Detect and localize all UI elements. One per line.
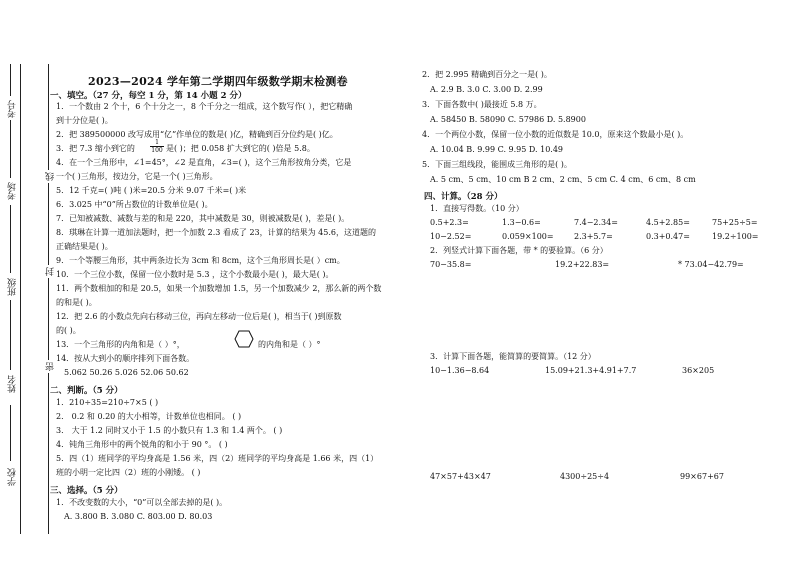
s1-line: 的内角和是（ ）° bbox=[258, 340, 321, 349]
s1-line: 3．把 7.3 缩小到它的 bbox=[56, 144, 135, 153]
simplify-calc: 47×57+43×47 bbox=[430, 472, 491, 481]
s1-line: 的和是( )。 bbox=[56, 298, 97, 307]
r-s3-line: 5．下面三组线段，能围成三角形的是( )。 bbox=[422, 160, 572, 169]
s3-line: 1．不改变数的大小，“0”可以全部去掉的是( )。 bbox=[56, 498, 228, 507]
s3-options: A. 3.800 B. 3.080 C. 803.00 D. 80.03 bbox=[64, 512, 213, 521]
s4-q3: 3．计算下面各题，能简算的要简算。（12 分） bbox=[430, 352, 596, 361]
s1-line: 14．按从大到小的顺序排列下面各数。 bbox=[56, 354, 195, 363]
s2-line: 班的小明一定比四（2）班的小刚矮。 ( ) bbox=[56, 468, 201, 477]
section-2-heading: 二、判断。（5 分） bbox=[50, 386, 123, 396]
exam-no-blank bbox=[10, 64, 11, 96]
s1-line: 6．3.025 中“0”所占数位的计数单位是( )。 bbox=[56, 200, 213, 209]
r-s3-options: A. 58450 B. 58090 C. 57986 D. 5.8900 bbox=[430, 115, 586, 124]
oral-calc: 4.5+2.85= bbox=[646, 218, 690, 227]
s1-line: 是( )；把 0.058 扩大到它的( )倍是 5.8。 bbox=[166, 144, 315, 153]
section-1-heading: 一、填空。（27 分，每空 1 分，第 14 小题 2 分） bbox=[50, 91, 247, 101]
r-s3-options: A. 2.9 B. 3.0 C. 3.00 D. 2.99 bbox=[430, 85, 543, 94]
s1-line: 13．一个三角形的内角和是（ ）°， bbox=[56, 340, 185, 349]
binding-line bbox=[20, 64, 21, 534]
vertical-calc: 70−35.8= bbox=[430, 260, 472, 269]
exam-no-label: 考号 bbox=[8, 100, 18, 118]
s4-q1: 1．直接写得数。（10 分） bbox=[430, 204, 524, 213]
oral-calc: 75+25÷5= bbox=[712, 218, 758, 227]
s1-line: 11．两个数相加的和是 20.5，如果一个加数增加 1.5，另一个加数减少 2，那么新的两个数 bbox=[56, 284, 382, 293]
seal-mark-mi: 密 bbox=[46, 362, 56, 371]
r-s3-line: 2．把 2.995 精确到百分之一是( )。 bbox=[422, 70, 552, 79]
school-label: 学校 bbox=[8, 468, 18, 486]
s2-line: 2． 0.2 和 0.20 的大小相等，计数单位也相同。 ( ) bbox=[56, 412, 242, 421]
hexagon-shape bbox=[234, 330, 254, 348]
section-4-heading: 四、计算。（28 分） bbox=[424, 192, 503, 202]
s4-q2: 2．列竖式计算下面各题，带 * 的要验算。（6 分） bbox=[430, 246, 608, 255]
s1-line: 到十分位是( )。 bbox=[56, 116, 113, 125]
s1-line: 5．12 千克=( )吨 ( )米=20.5 分米 9.07 千米=( )米 bbox=[56, 186, 247, 195]
simplify-calc: 36×205 bbox=[682, 366, 715, 375]
exam-room-label: 考场 bbox=[8, 182, 18, 200]
oral-calc: 0.5+2.3= bbox=[430, 218, 469, 227]
s2-line: 3． 大于 1.2 同时又小于 1.5 的小数只有 1.3 和 1.4 两个。 ( ) bbox=[56, 426, 283, 435]
school-blank bbox=[10, 405, 11, 461]
seal-line bbox=[48, 64, 49, 534]
seal-mark-xian: 线 bbox=[46, 172, 56, 181]
class-label: 班级 bbox=[8, 278, 18, 296]
oral-calc: 7.4−2.34= bbox=[574, 218, 618, 227]
oral-calc: 10−2.52= bbox=[430, 232, 472, 241]
s2-line: 1．210÷35=210÷7×5 ( ) bbox=[56, 398, 159, 407]
s1-line: 一个( )三角形，按边分，它是一个( )三角形。 bbox=[56, 172, 218, 181]
s1-line: 4．在一个三角形中，∠1=45°，∠2 是直角，∠3=( )，这个三角形按角分类，它是 bbox=[56, 158, 352, 167]
s1-line: 1．一个数由 2 个十，6 个十分之一，8 个千分之一组成，这个数写作( ），把它精确 bbox=[56, 102, 353, 111]
fraction-denominator: 100 bbox=[151, 147, 163, 154]
s1-line: 12．把 2.6 的小数点先向右移动三位，再向左移动一位后是( )，相当于( )到原数 bbox=[56, 312, 342, 321]
simplify-calc: 10−1.36−8.64 bbox=[430, 366, 490, 375]
oral-calc: 0.3+0.47= bbox=[646, 232, 690, 241]
name-blank bbox=[10, 300, 11, 370]
oral-calc: 19.2÷100= bbox=[712, 232, 759, 241]
s1-line: 的( )。 bbox=[56, 326, 81, 335]
oral-calc: 0.059×100= bbox=[502, 232, 554, 241]
page-title: 2023—2024 学年第二学期四年级数学期末检测卷 bbox=[88, 75, 348, 88]
vertical-calc: 19.2+22.83= bbox=[555, 260, 610, 269]
simplify-calc: 99×67+67 bbox=[680, 472, 724, 481]
s2-line: 5．四（1）班同学的平均身高是 1.56 米，四（2）班同学的平均身高是 1.66 米，四（1） bbox=[56, 454, 379, 463]
vertical-calc: * 73.04−42.79= bbox=[678, 260, 744, 269]
class-blank bbox=[10, 205, 11, 273]
s1-line: 8．琪琳在计算一道加法题时，把一个加数 2.3 看成了 23，计算的结果为 45.6，这道题的 bbox=[56, 228, 376, 237]
s1-line: 9．一个等腰三角形，其中两条边长为 3cm 和 8cm，这个三角形周长是( ）cm。 bbox=[56, 256, 345, 265]
fraction bbox=[150, 139, 164, 154]
section-3-heading: 三、选择。（5 分） bbox=[50, 486, 123, 496]
s1-line: 7．已知被减数、减数与差的和是 220，其中减数是 30，则被减数是( )，差是( )。 bbox=[56, 214, 350, 223]
simplify-calc: 15.09+21.3+4.91+7.7 bbox=[545, 366, 637, 375]
s1-line: 10．一个三位小数，保留一位小数时是 5.3 ，这个小数最小是( )，最大是( )。 bbox=[56, 270, 334, 279]
name-label: 姓名 bbox=[8, 375, 18, 393]
s2-line: 4．钝角三角形中的两个锐角的和小于 90 °。 ( ) bbox=[56, 440, 228, 449]
exam-room-blank bbox=[10, 120, 11, 178]
r-s3-line: 3．下面各数中( )最接近 5.8 万。 bbox=[422, 100, 542, 109]
r-s3-options: A. 10.04 B. 9.99 C. 9.95 D. 10.49 bbox=[430, 145, 564, 154]
oral-calc: 2.3+5.7= bbox=[574, 232, 613, 241]
s1-numbers: 5.062 50.26 5.026 52.06 50.62 bbox=[64, 368, 189, 377]
simplify-calc: 4300÷25÷4 bbox=[560, 472, 610, 481]
fraction-numerator: 1 bbox=[155, 139, 159, 146]
oral-calc: 1.3−0.6= bbox=[502, 218, 541, 227]
s1-line: 2．把 389500000 改写成用“亿”作单位的数是( )亿，精确到百分位约是( )亿。 bbox=[56, 130, 338, 139]
r-s3-options: A. 5 cm、5 cm、10 cm B 2 cm、2 cm、5 cm C. 4 cm、6 cm、8 cm bbox=[430, 175, 696, 184]
r-s3-line: 4．一个两位小数，保留一位小数的近似数是 10.0，原来这个数最小是( )。 bbox=[422, 130, 689, 139]
s1-line: 正确结果是( )。 bbox=[56, 242, 113, 251]
seal-mark-feng: 封 bbox=[46, 267, 56, 276]
